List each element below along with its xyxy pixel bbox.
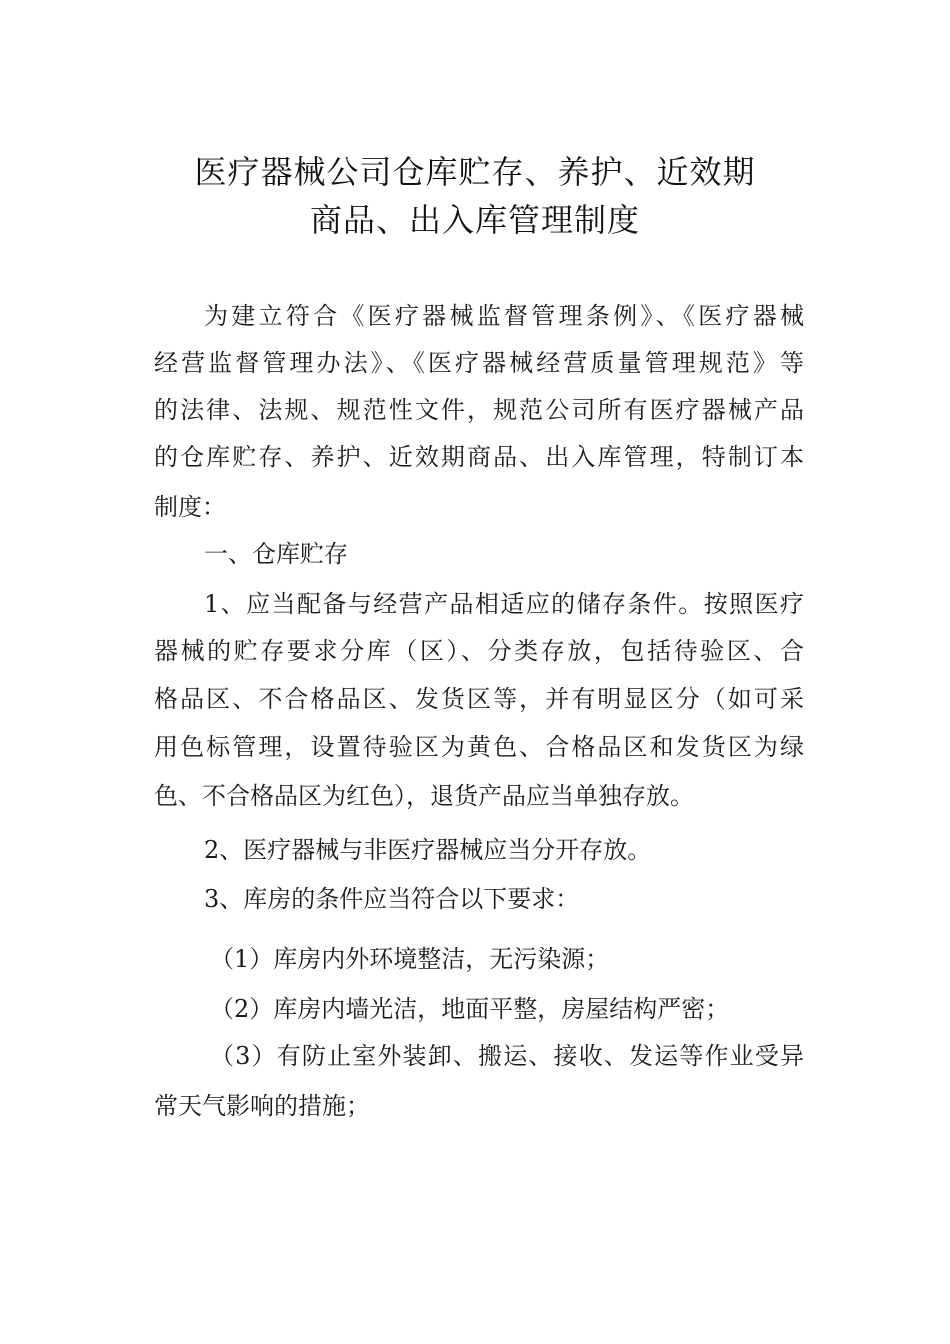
sub-item-2: （2）库房内墙光洁，地面平整，房屋结构严密； (210, 995, 730, 1023)
intro-line-2: 经营监督管理办法》、《医疗器械经营质量管理规范》等 (154, 349, 804, 377)
sub-item-3-line-2: 常天气影响的措施； (154, 1092, 370, 1120)
intro-line-4: 的仓库贮存、养护、近效期商品、出入库管理，特制订本 (154, 443, 804, 471)
intro-line-3: 的法律、法规、规范性文件，规范公司所有医疗器械产品 (154, 396, 804, 424)
item-1-line-4: 用色标管理，设置待验区为黄色、合格品区和发货区为绿 (154, 733, 804, 761)
intro-line-5: 制度： (154, 493, 226, 521)
intro-line-1: 为建立符合《医疗器械监督管理条例》、《医疗器械 (204, 302, 804, 330)
document-title-line-1: 医疗器械公司仓库贮存、养护、近效期 (194, 153, 756, 191)
item-1-line-5: 色、不合格品区为红色），退货产品应当单独存放。 (154, 782, 694, 810)
item-1-line-2: 器械的贮存要求分库（区）、分类存放，包括待验区、合 (154, 637, 804, 665)
item-3: 3、库房的条件应当符合以下要求： (204, 885, 580, 913)
item-1-line-3: 格品区、不合格品区、发货区等，并有明显区分（如可采 (154, 685, 804, 713)
document-title-line-2: 商品、出入库管理制度 (309, 201, 640, 239)
item-2: 2、医疗器械与非医疗器械应当分开存放。 (204, 836, 652, 864)
section-heading-storage: 一、仓库贮存 (204, 540, 348, 568)
sub-item-3-line-1: （3）有防止室外装卸、搬运、接收、发运等作业受异 (210, 1042, 804, 1070)
item-1-line-1: 1、应当配备与经营产品相适应的储存条件。按照医疗 (204, 590, 804, 618)
sub-item-1: （1）库房内外环境整洁，无污染源； (210, 945, 610, 973)
